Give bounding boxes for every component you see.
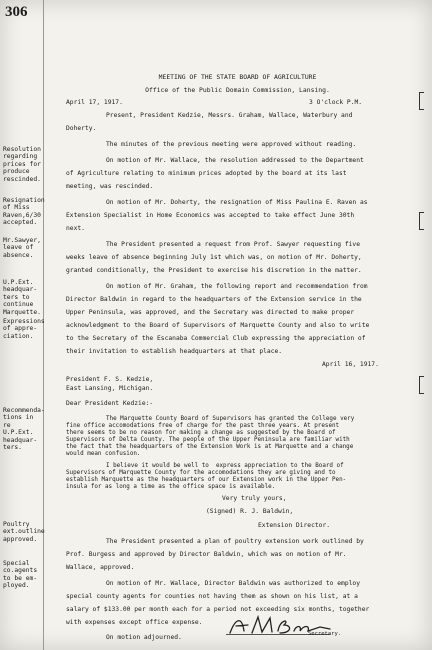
body-line: On motion of Mr. Doherty, the resignation of Miss Paulina E. Raven as bbox=[106, 199, 368, 206]
body-line: Prof. Burgess and approved by Director Baldwin, which was on motion of Mr. bbox=[66, 551, 347, 558]
margin-note: Resignation of Miss Raven,6/30 accepted. bbox=[3, 197, 45, 227]
letter-signed: (Signed) R. J. Baldwin, bbox=[206, 508, 294, 515]
secretary-signature bbox=[226, 613, 342, 643]
page-number: 306 bbox=[5, 4, 28, 20]
margin-note: Resolution regarding prices for produce rescinded. bbox=[3, 146, 41, 183]
letter-date: April 16, 1917. bbox=[322, 361, 379, 368]
letter-line: The Marquette County Board of Supervisors has granted the College very bbox=[106, 416, 355, 422]
margin-note: Expressions of appre- ciation. bbox=[3, 318, 45, 340]
letter-addressee: President F. S. Kedzie, bbox=[66, 376, 154, 383]
margin-note: Poultry ext.outline approved. bbox=[3, 521, 45, 543]
body-line: The President presented a plan of poultry extension work outlined by bbox=[106, 538, 364, 545]
letter-line: insula for as long a time as the office space is available. bbox=[66, 484, 276, 490]
letter-line: I believe it would be well to express appreciation to the Board of bbox=[106, 463, 344, 469]
body-line: to the Secretary of the Escanaba Commercial Club expressing the appreciation of bbox=[66, 335, 366, 342]
body-line: Director Baldwin in regard to the headquarters of the Extension service in the bbox=[66, 296, 362, 303]
binding-mark bbox=[419, 92, 424, 110]
body-line: Wallace, approved. bbox=[66, 564, 135, 571]
body-line: On motion of Mr. Wallace, Director Baldwin was authorized to employ bbox=[106, 580, 361, 587]
body-line: Extension Specialist in Home Economics was accepted to take effect June 30th bbox=[66, 212, 355, 219]
body-line: salary of $133.00 per month each for a period not exceeding six months, together bbox=[66, 606, 370, 613]
body-line: acknowledgment to the Board of Supervisors of Marquette County and also to write bbox=[66, 322, 370, 329]
body-line: On motion of Mr. Wallace, the resolution addressed to the Department bbox=[106, 157, 364, 164]
binding-mark bbox=[419, 212, 424, 230]
margin-note: Recommenda- tions in re U.P.Ext. headquar- ters. bbox=[3, 407, 45, 452]
body-line: next. bbox=[66, 225, 85, 232]
body-line: with expenses except office expense. bbox=[66, 619, 203, 626]
letter-line: fine office accomodations free of charge for the past three years. At present bbox=[66, 423, 340, 429]
letter-line: the fact that the headquarters of the Extension Work is at Marquette and a change bbox=[66, 444, 354, 450]
meeting-place: Office of the Public Domain Commission, Lansing. bbox=[145, 86, 330, 94]
body-line: their invitation to establish headquarters at that place. bbox=[66, 348, 283, 355]
margin-note: U.P.Ext. headquar- ters to continue Marquette. bbox=[3, 279, 41, 316]
body-line: Upper Peninsula, was approved, and the Secretary was directed to make proper bbox=[66, 309, 355, 316]
letter-line: Supervisors of Delta County. The people of the Upper Peninsula are familiar with bbox=[66, 437, 350, 443]
body-line: meeting, was rescinded. bbox=[66, 183, 154, 190]
letter-salutation: Dear President Kedzie:- bbox=[66, 400, 154, 407]
letter-signer-title: Extension Director. bbox=[258, 522, 331, 529]
body-line: of Agriculture relating to minimum prices adopted by the board at its last bbox=[66, 170, 347, 177]
signature-label: Secretary. bbox=[308, 631, 342, 637]
letter-closing: Very truly yours, bbox=[222, 495, 287, 502]
body-line: The President presented a request from Prof. Sawyer requesting five bbox=[106, 241, 361, 248]
body-line: special county agents for counties not having them as shown on his list, at a bbox=[66, 593, 358, 600]
letter-addressee: East Lansing, Michigan. bbox=[66, 385, 154, 392]
adjourned-line: On motion adjourned. bbox=[106, 634, 182, 641]
binding-mark bbox=[419, 376, 424, 394]
letter-line: there seems to be no reason for making a change as suggested by the Board of bbox=[66, 430, 336, 436]
present-line: Present, President Kedzie, Messrs. Graham, Wallace, Waterbury and bbox=[106, 112, 353, 119]
meeting-time: 3 O'clock P.M. bbox=[309, 99, 363, 106]
margin-note: Special co.agents to be em- ployed. bbox=[3, 560, 38, 590]
letter-line: would mean confusion. bbox=[66, 451, 141, 457]
letter-line: Supervisors of Marquette County for the accomodations they are giving and to bbox=[66, 470, 336, 476]
body-line: weeks leave of absence beginning July 1st which was, on motion of Mr. Doherty, bbox=[66, 254, 362, 261]
body-line: On motion of Mr. Graham, the following report and recommendation from bbox=[106, 283, 368, 290]
body-line: The minutes of the previous meeting were approved without reading. bbox=[106, 141, 357, 148]
margin-note: Mr.Sawyer, leave of absence. bbox=[3, 237, 41, 259]
body-line: granted conditionally, the President to exercise his discretion in the matter. bbox=[66, 267, 362, 274]
meeting-date: April 17, 1917. bbox=[66, 99, 123, 106]
present-line: Doherty. bbox=[66, 125, 97, 132]
letter-line: establish Marquette as the headquarters of our Extension work in the Upper Pen- bbox=[66, 477, 347, 483]
meeting-title: MEETING OF THE STATE BOARD OF AGRICULTURE bbox=[158, 73, 317, 81]
